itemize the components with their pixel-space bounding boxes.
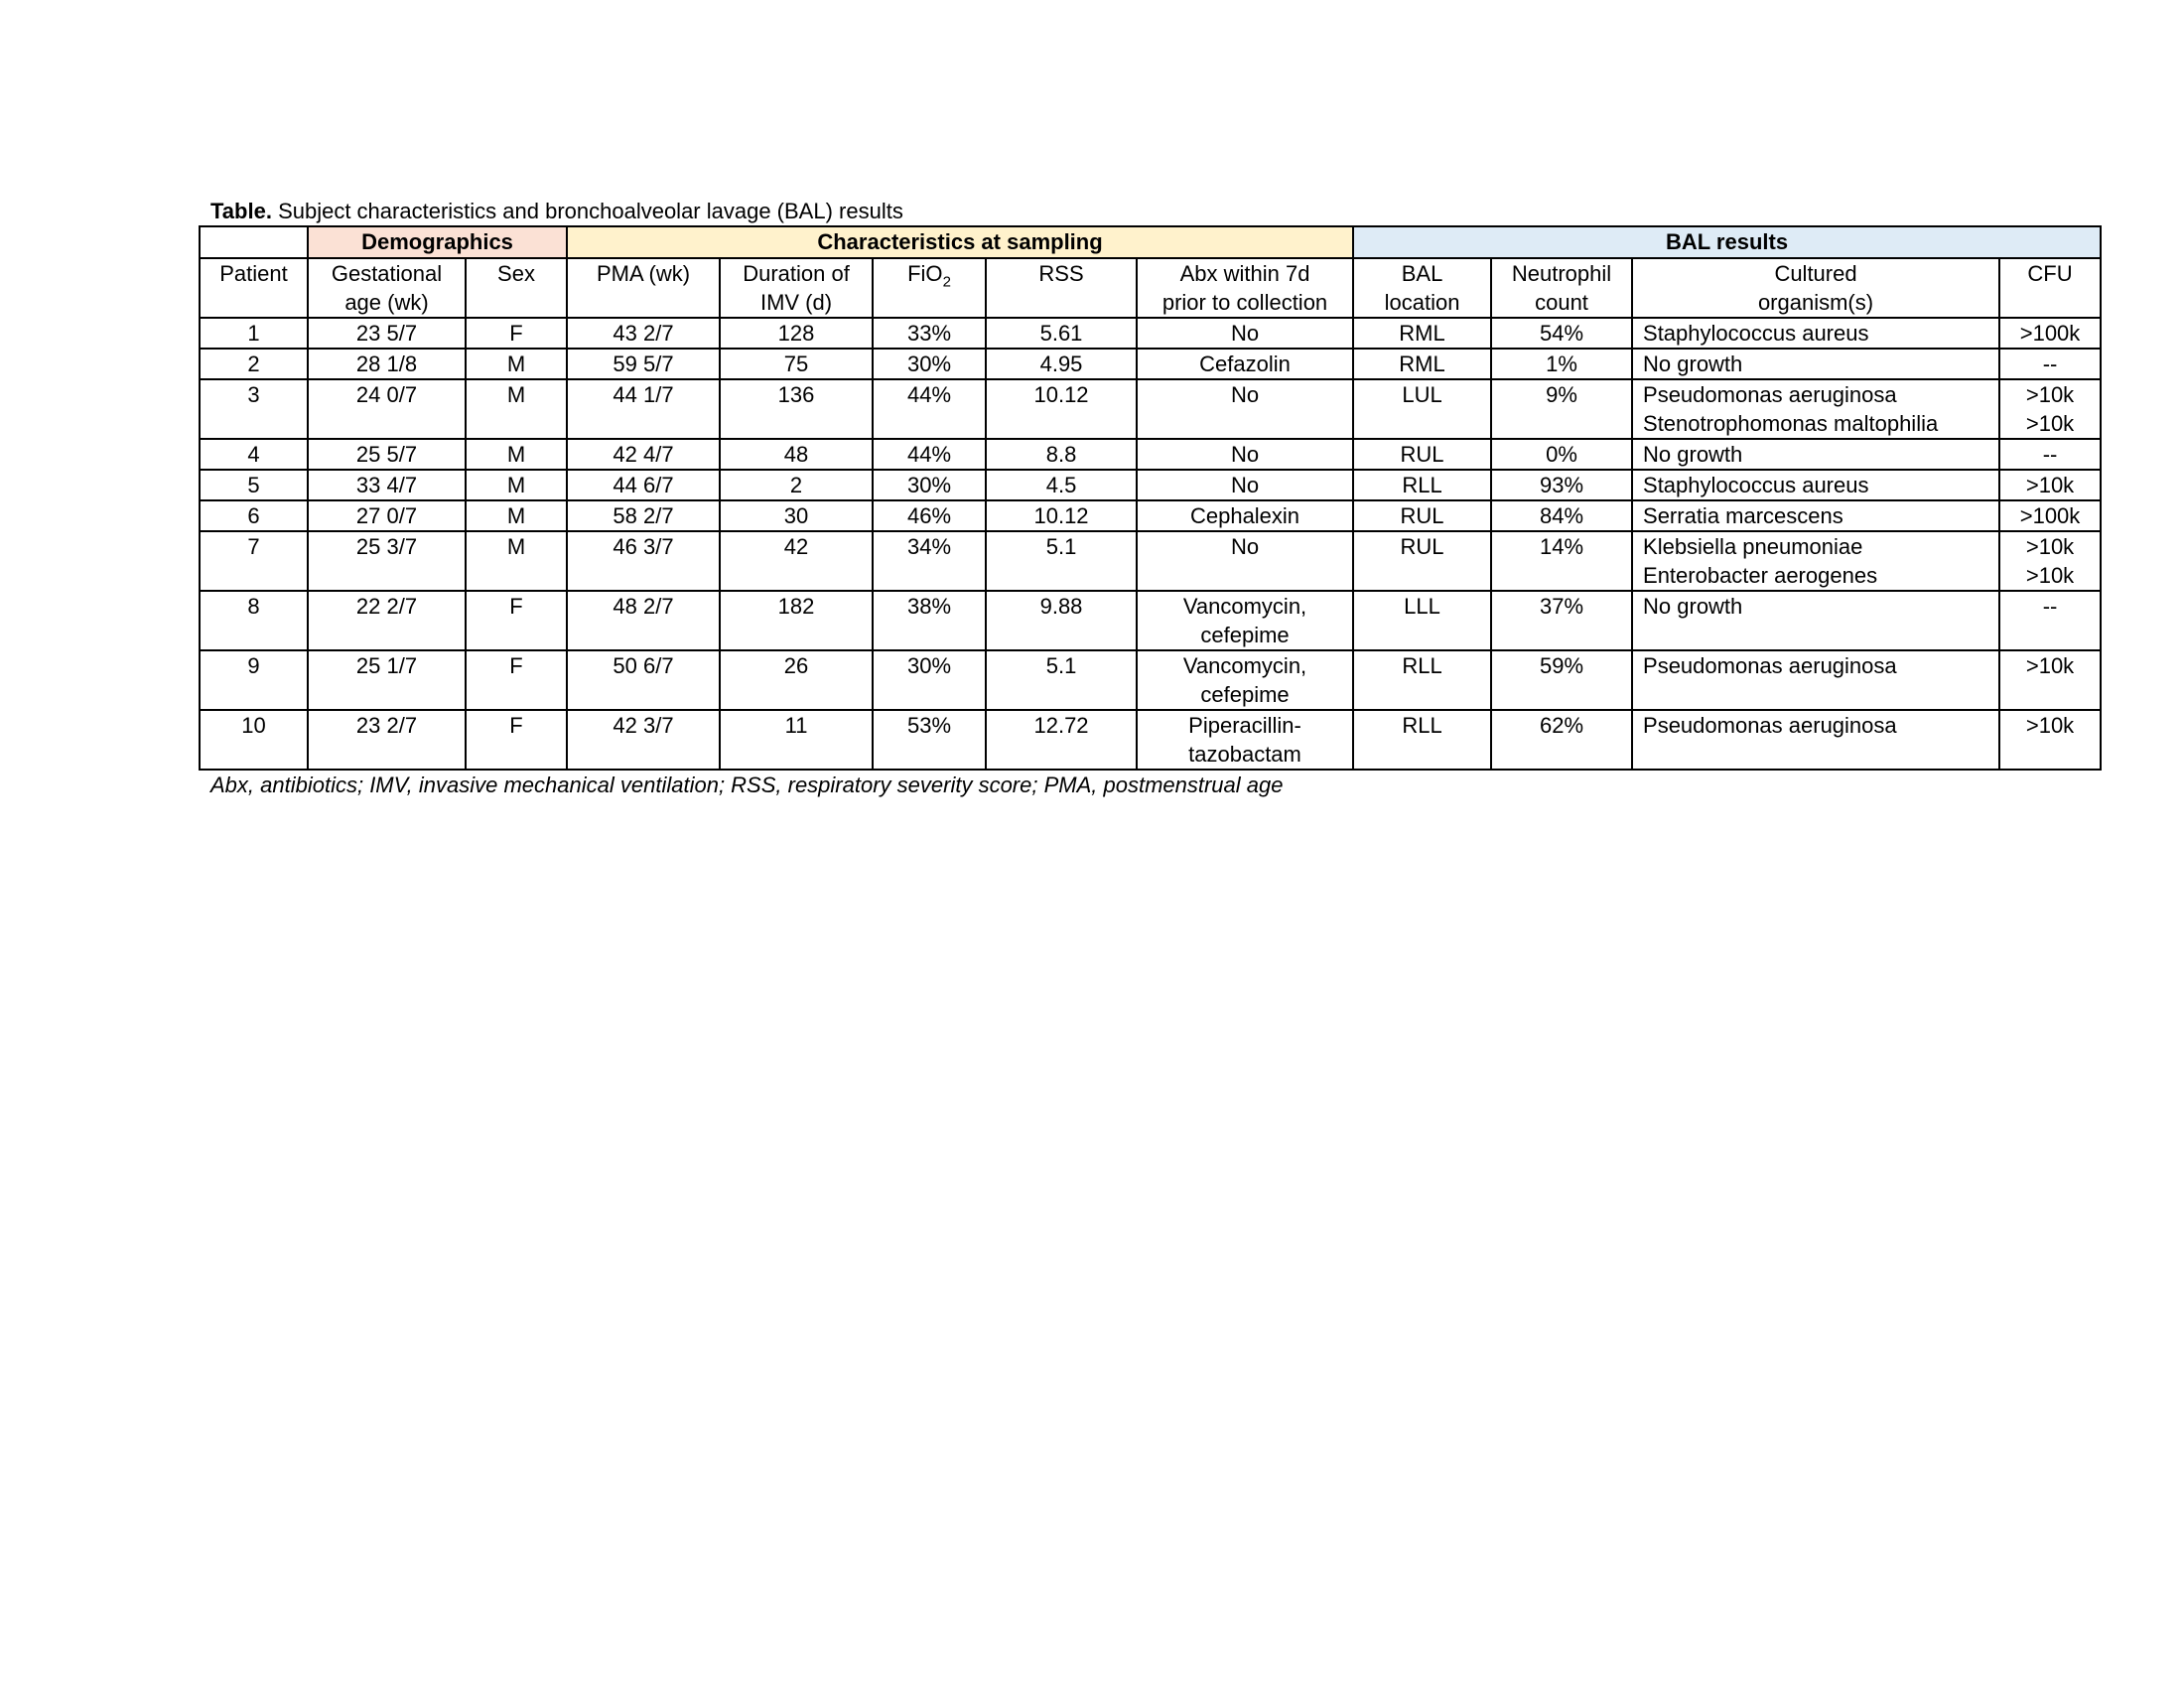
cell-rss: 4.5	[986, 470, 1137, 500]
cell-neutrophil-count: 62%	[1491, 710, 1632, 770]
cell-sex: M	[466, 531, 567, 591]
cell-gestational-age: 33 4/7	[308, 470, 466, 500]
cell-gestational-age: 25 5/7	[308, 439, 466, 470]
cell-rss: 10.12	[986, 500, 1137, 531]
column-header-imv-duration	[720, 258, 873, 318]
table-row	[200, 318, 2101, 349]
column-header-patient	[200, 258, 308, 318]
cell-abx	[1137, 531, 1353, 591]
cell-abx	[1137, 650, 1353, 710]
cell-fio2: 34%	[873, 531, 986, 591]
cell-fio2: 44%	[873, 439, 986, 470]
cell-patient: 7	[200, 531, 308, 591]
cell-bal-location: RLL	[1353, 470, 1491, 500]
column-header-line: Gestational	[331, 261, 443, 286]
cell-pma: 59 5/7	[567, 349, 720, 379]
cell-patient: 2	[200, 349, 308, 379]
cell-imv-duration: 26	[720, 650, 873, 710]
cell-bal-location: RML	[1353, 349, 1491, 379]
cell-cfu-line: >100k	[2019, 503, 2081, 528]
cell-sex: M	[466, 379, 567, 439]
cell-cultured-organisms	[1632, 379, 1999, 439]
cell-cultured-organisms-line: Pseudomonas aeruginosa	[1643, 382, 1897, 407]
cell-abx-line: No	[1230, 382, 1260, 407]
table-row	[200, 650, 2101, 710]
cell-cfu-line: >10k	[2025, 563, 2075, 588]
cell-patient: 1	[200, 318, 308, 349]
cell-abx	[1137, 500, 1353, 531]
cell-cultured-organisms-line: No growth	[1643, 352, 1743, 376]
table-row	[200, 379, 2101, 439]
cell-cfu	[1999, 470, 2101, 500]
cell-cfu-line: --	[2042, 594, 2058, 619]
cell-abx-line: cefepime	[1200, 682, 1290, 707]
cell-imv-duration: 30	[720, 500, 873, 531]
cell-abx	[1137, 591, 1353, 650]
column-header-fio2	[873, 258, 986, 318]
cell-abx-line: No	[1230, 442, 1260, 467]
cell-patient: 4	[200, 439, 308, 470]
column-header-line: Neutrophil	[1511, 261, 1612, 286]
column-header-line: prior to collection	[1161, 290, 1328, 315]
column-header-fio2-subscript: 2	[942, 273, 951, 291]
cell-patient: 8	[200, 591, 308, 650]
cell-neutrophil-count: 0%	[1491, 439, 1632, 470]
cell-pma: 43 2/7	[567, 318, 720, 349]
cell-fio2: 38%	[873, 591, 986, 650]
column-header-line: Cultured	[1774, 261, 1857, 286]
cell-fio2: 33%	[873, 318, 986, 349]
cell-cultured-organisms-line: Pseudomonas aeruginosa	[1643, 653, 1897, 678]
cell-cfu-line: >10k	[2025, 473, 2075, 497]
cell-bal-location: RLL	[1353, 650, 1491, 710]
column-header-line: Patient	[219, 261, 288, 286]
column-header-line: Sex	[497, 261, 535, 286]
cell-cultured-organisms-line: No growth	[1643, 594, 1743, 619]
cell-sex: F	[466, 318, 567, 349]
cell-cultured-organisms-line: Pseudomonas aeruginosa	[1643, 713, 1897, 738]
cell-cultured-organisms	[1632, 500, 1999, 531]
table-row	[200, 349, 2101, 379]
cell-cultured-organisms-line: Serratia marcescens	[1643, 503, 1843, 528]
cell-cfu	[1999, 500, 2101, 531]
cell-sex: M	[466, 470, 567, 500]
cell-abx	[1137, 470, 1353, 500]
cell-cultured-organisms	[1632, 650, 1999, 710]
cell-fio2: 30%	[873, 470, 986, 500]
column-header-neutrophil-count	[1491, 258, 1632, 318]
table-row	[200, 591, 2101, 650]
cell-rss: 8.8	[986, 439, 1137, 470]
cell-gestational-age: 23 2/7	[308, 710, 466, 770]
cell-pma: 44 6/7	[567, 470, 720, 500]
cell-abx-line: cefepime	[1200, 623, 1290, 647]
cell-imv-duration: 48	[720, 439, 873, 470]
cell-rss: 5.1	[986, 531, 1137, 591]
column-header-line: PMA (wk)	[596, 261, 691, 286]
cell-sex: M	[466, 349, 567, 379]
cell-sex: M	[466, 439, 567, 470]
cell-sex: F	[466, 650, 567, 710]
results-table	[199, 225, 2102, 771]
document-page	[199, 198, 2081, 800]
cell-bal-location: RUL	[1353, 500, 1491, 531]
cell-cultured-organisms-line: Stenotrophomonas maltophilia	[1643, 411, 1939, 436]
cell-bal-location: RLL	[1353, 710, 1491, 770]
cell-cultured-organisms	[1632, 710, 1999, 770]
table-row	[200, 500, 2101, 531]
cell-neutrophil-count: 9%	[1491, 379, 1632, 439]
cell-patient: 3	[200, 379, 308, 439]
cell-imv-duration: 11	[720, 710, 873, 770]
cell-cfu-line: >10k	[2025, 713, 2075, 738]
column-header-line: Abx within 7d	[1179, 261, 1310, 286]
cell-cultured-organisms	[1632, 531, 1999, 591]
cell-fio2: 30%	[873, 650, 986, 710]
column-header-line: BAL	[1401, 261, 1443, 286]
cell-patient: 9	[200, 650, 308, 710]
cell-pma: 46 3/7	[567, 531, 720, 591]
cell-abx	[1137, 379, 1353, 439]
cell-sex: F	[466, 710, 567, 770]
column-header-pma	[567, 258, 720, 318]
column-header-cfu	[1999, 258, 2101, 318]
table-row	[200, 531, 2101, 591]
cell-cultured-organisms	[1632, 349, 1999, 379]
cell-gestational-age: 27 0/7	[308, 500, 466, 531]
group-header-row	[200, 226, 2101, 258]
cell-gestational-age: 23 5/7	[308, 318, 466, 349]
column-header-bal-location	[1353, 258, 1491, 318]
cell-cfu-line: >10k	[2025, 653, 2075, 678]
cell-imv-duration: 182	[720, 591, 873, 650]
column-header-sex	[466, 258, 567, 318]
cell-neutrophil-count: 14%	[1491, 531, 1632, 591]
cell-neutrophil-count: 84%	[1491, 500, 1632, 531]
cell-rss: 5.1	[986, 650, 1137, 710]
group-header-characteristics: Characteristics at sampling	[567, 226, 1353, 258]
cell-abx	[1137, 710, 1353, 770]
cell-bal-location: RML	[1353, 318, 1491, 349]
group-header-demographics: Demographics	[308, 226, 567, 258]
cell-rss: 5.61	[986, 318, 1137, 349]
cell-sex: M	[466, 500, 567, 531]
cell-cfu	[1999, 349, 2101, 379]
cell-neutrophil-count: 1%	[1491, 349, 1632, 379]
cell-cfu	[1999, 531, 2101, 591]
cell-cultured-organisms-line: Staphylococcus aureus	[1643, 321, 1869, 346]
cell-imv-duration: 2	[720, 470, 873, 500]
cell-cultured-organisms-line: Enterobacter aerogenes	[1643, 563, 1878, 588]
cell-cultured-organisms	[1632, 591, 1999, 650]
cell-cfu	[1999, 710, 2101, 770]
cell-fio2: 46%	[873, 500, 986, 531]
cell-imv-duration: 42	[720, 531, 873, 591]
group-header-bal-results: BAL results	[1353, 226, 2101, 258]
cell-abx-line: No	[1230, 473, 1260, 497]
cell-pma: 42 4/7	[567, 439, 720, 470]
column-header-gestational-age	[308, 258, 466, 318]
column-header-line: location	[1384, 290, 1460, 315]
cell-patient: 6	[200, 500, 308, 531]
column-header-fio2-text: FiO	[907, 261, 943, 286]
cell-pma: 44 1/7	[567, 379, 720, 439]
cell-abx-line: No	[1230, 534, 1260, 559]
cell-gestational-age: 25 1/7	[308, 650, 466, 710]
table-footnote: Abx, antibiotics; IMV, invasive mechanical ventilation; RSS, respiratory severity score; PMA, postmenstrual age	[210, 773, 1284, 797]
cell-gestational-age: 28 1/8	[308, 349, 466, 379]
cell-rss: 10.12	[986, 379, 1137, 439]
cell-neutrophil-count: 93%	[1491, 470, 1632, 500]
column-header-line: IMV (d)	[759, 290, 833, 315]
cell-cfu-line: --	[2042, 442, 2058, 467]
column-header-line: CFU	[2027, 261, 2073, 286]
cell-bal-location: LLL	[1353, 591, 1491, 650]
cell-cfu-line: --	[2042, 352, 2058, 376]
cell-cfu	[1999, 318, 2101, 349]
cell-pma: 50 6/7	[567, 650, 720, 710]
cell-abx-line: Vancomycin,	[1182, 594, 1307, 619]
cell-cultured-organisms-line: No growth	[1643, 442, 1743, 467]
cell-imv-duration: 136	[720, 379, 873, 439]
group-header-blank	[200, 226, 308, 258]
column-header-rss	[986, 258, 1137, 318]
cell-bal-location: RUL	[1353, 531, 1491, 591]
cell-fio2: 53%	[873, 710, 986, 770]
cell-bal-location: LUL	[1353, 379, 1491, 439]
cell-imv-duration: 75	[720, 349, 873, 379]
cell-rss: 9.88	[986, 591, 1137, 650]
column-header-cultured-organisms	[1632, 258, 1999, 318]
table-row	[200, 439, 2101, 470]
cell-cfu-line: >100k	[2019, 321, 2081, 346]
cell-gestational-age: 25 3/7	[308, 531, 466, 591]
cell-rss: 12.72	[986, 710, 1137, 770]
cell-abx	[1137, 439, 1353, 470]
cell-neutrophil-count: 59%	[1491, 650, 1632, 710]
cell-cfu-line: >10k	[2025, 534, 2075, 559]
table-caption-text: Subject characteristics and bronchoalveolar lavage (BAL) results	[271, 199, 903, 223]
cell-cfu	[1999, 379, 2101, 439]
cell-pma: 58 2/7	[567, 500, 720, 531]
column-header-line: Duration of	[743, 261, 850, 286]
table-row	[200, 470, 2101, 500]
cell-abx-line: Vancomycin,	[1182, 653, 1307, 678]
cell-abx-line: tazobactam	[1188, 742, 1301, 767]
cell-fio2: 44%	[873, 379, 986, 439]
table-row	[200, 710, 2101, 770]
column-header-line: count	[1535, 290, 1588, 315]
table-caption-label: Table.	[210, 199, 272, 223]
column-header-line: organism(s)	[1757, 290, 1874, 315]
cell-fio2: 30%	[873, 349, 986, 379]
cell-cfu	[1999, 591, 2101, 650]
column-header-abx	[1137, 258, 1353, 318]
cell-cultured-organisms	[1632, 318, 1999, 349]
cell-abx-line: No	[1230, 321, 1260, 346]
column-header-row	[200, 258, 2101, 318]
cell-cfu	[1999, 650, 2101, 710]
cell-cultured-organisms	[1632, 470, 1999, 500]
cell-bal-location: RUL	[1353, 439, 1491, 470]
cell-cfu	[1999, 439, 2101, 470]
cell-imv-duration: 128	[720, 318, 873, 349]
column-header-line: age (wk)	[344, 290, 429, 315]
cell-abx	[1137, 349, 1353, 379]
cell-neutrophil-count: 37%	[1491, 591, 1632, 650]
cell-patient: 5	[200, 470, 308, 500]
cell-rss: 4.95	[986, 349, 1137, 379]
cell-abx-line: Cephalexin	[1189, 503, 1300, 528]
column-header-line: RSS	[1038, 261, 1084, 286]
cell-cultured-organisms-line: Klebsiella pneumoniae	[1643, 534, 1863, 559]
cell-cultured-organisms	[1632, 439, 1999, 470]
table-caption	[199, 198, 2070, 225]
cell-gestational-age: 24 0/7	[308, 379, 466, 439]
cell-neutrophil-count: 54%	[1491, 318, 1632, 349]
cell-cfu-line: >10k	[2025, 382, 2075, 407]
cell-gestational-age: 22 2/7	[308, 591, 466, 650]
cell-abx-line: Piperacillin-	[1188, 713, 1301, 738]
cell-pma: 42 3/7	[567, 710, 720, 770]
cell-pma: 48 2/7	[567, 591, 720, 650]
cell-abx-line: Cefazolin	[1199, 352, 1291, 376]
cell-abx	[1137, 318, 1353, 349]
cell-cultured-organisms-line: Staphylococcus aureus	[1643, 473, 1869, 497]
cell-patient: 10	[200, 710, 308, 770]
cell-sex: F	[466, 591, 567, 650]
cell-cfu-line: >10k	[2025, 411, 2075, 436]
